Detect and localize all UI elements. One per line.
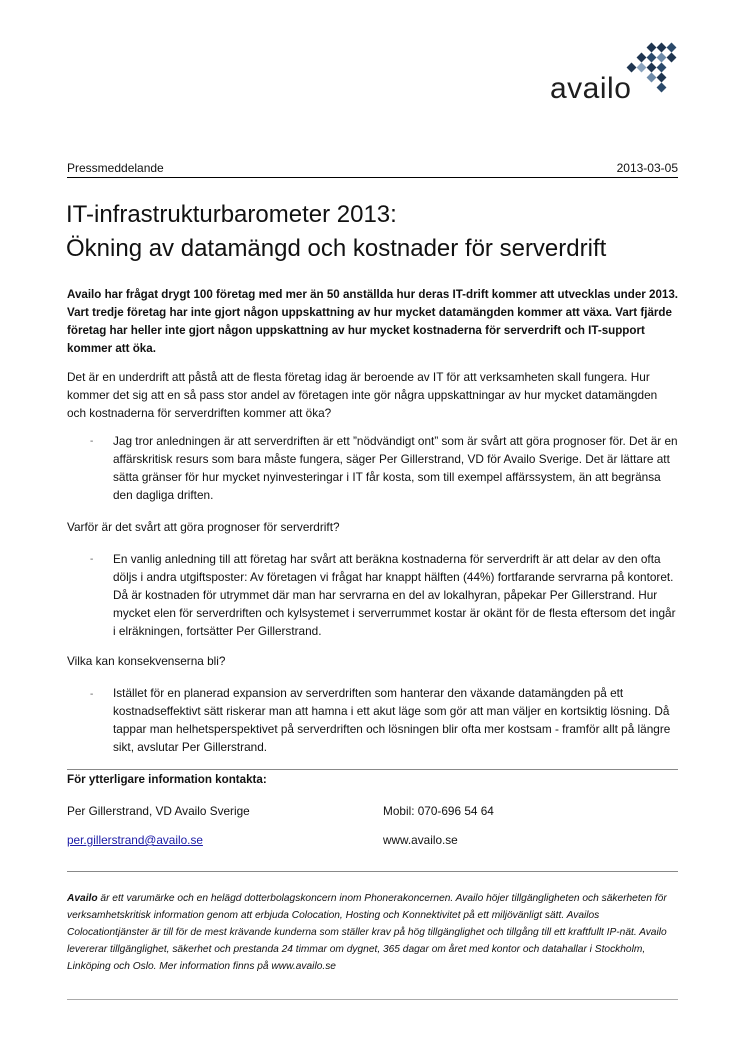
title-line-1: IT-infrastrukturbarometer 2013: bbox=[66, 201, 397, 228]
lead-paragraph: Availo har frågat drygt 100 företag med mer än 50 anställda hur deras IT-drift kommer att utvecklas under 2013. Vart tredje företag har inte gjort någon uppskattning av hur mycket datamängden kommer att växa. Vart fjärde företag har heller inte gjort någon uppskattning av hur mycket kostnaderna för serverdrift och IT-support kommer att öka. bbox=[67, 288, 679, 355]
page-title bbox=[66, 198, 606, 266]
contact-divider bbox=[67, 769, 678, 770]
body-paragraph-1: Det är en underdrift att påstå att de flesta företag idag är beroende av IT för att verksamheten skall fungera. Hur kommer det sig att en så pass stor andel av företagen inte gör några uppskattningar av hur mycket datamängden och kostnaderna för serverdriften kommer att öka? bbox=[67, 370, 658, 420]
boilerplate-body: är ett varumärke och en helägd dotterbolagskoncern inom Phonerakoncernen. Availo höjer tillgängligheten och säkerheten för verksamhetskritisk information genom att erbjuda Colocation, Hosting och Konnektivitet på ett miljövänligt sätt. Availos Colocationtjänster är till för de mest krävande kunderna som ställer krav på hög tillgänglighet och tillgång till ett kraftfullt IP-nät. Availo levererar tillgänglighet, säkerhet och prestanda 24 timmar om dygnet, 365 dagar om året med kontor och datahallar i Stockholm, Linköping och Oslo. Mer information finns på www.availo.se bbox=[67, 893, 667, 972]
logo-wordmark: availo bbox=[550, 72, 632, 105]
footer-divider-top bbox=[67, 871, 678, 872]
footer-divider-bottom bbox=[67, 999, 678, 1000]
document-header bbox=[67, 161, 678, 178]
release-date: 2013-03-05 bbox=[616, 161, 678, 175]
question-2: Vilka kan konsekvenserna bli? bbox=[67, 654, 226, 668]
title-line-2: Ökning av datamängd och kostnader för serverdrift bbox=[66, 235, 607, 262]
bullet-dash-2: - bbox=[90, 554, 94, 565]
quote-bullet-2: En vanlig anledning till att företag har svårt att beräkna kostnaderna för serverdrift är att delar av den ofta döljs i andra utgiftsposter: Av företagen vi frågat har knappt hälften (44%) fortfarande servrarna på kontoret. Då är kostnaden för utrymmet där man har servrarna en del av lokalhyran, påpekar Per Gillerstrand. Hur mycket elen för serverdriften och kylsystemet i serverrummet kostar är okänt för de flesta eftersom det ingår i elräkningen, fortsätter Per Gillerstrand. bbox=[113, 552, 676, 638]
contact-heading: För ytterligare information kontakta: bbox=[67, 773, 267, 786]
press-release-label: Pressmeddelande bbox=[67, 161, 164, 175]
question-1: Varför är det svårt att göra prognoser för serverdrift? bbox=[67, 520, 340, 534]
boilerplate-brand: Availo bbox=[67, 893, 98, 904]
contact-website: www.availo.se bbox=[383, 833, 458, 847]
quote-bullet-1: Jag tror anledningen är att serverdriften är ett ”nödvändigt ont” som är svårt att göra prognoser för. Det är en affärskritisk resurs som bara måste fungera, säger Per Gillerstrand, VD för Availo Sverige. Det är lättare att sätta gränser för hur mycket nyinvesteringar i IT får kosta, som till exempel affärssystem, än att begränsa den dagliga driften. bbox=[113, 434, 678, 502]
bullet-dash-3: - bbox=[90, 689, 94, 700]
boilerplate-text bbox=[67, 890, 679, 975]
contact-phone: Mobil: 070-696 54 64 bbox=[383, 804, 494, 818]
availo-logo bbox=[550, 40, 680, 108]
bullet-dash-1: - bbox=[90, 436, 94, 447]
contact-email-link[interactable] bbox=[67, 833, 203, 847]
quote-bullet-3: Istället för en planerad expansion av serverdriften som hanterar den växande datamängden på ett kostnadseffektivt sätt riskerar man att hamna i ett akut läge som gör att man väljer en kortsiktig lösning. Då tappar man helhetsperspektivet på serverdriften och lösningen blir ofta mer kostsam - framför allt på längre sikt, avslutar Per Gillerstrand. bbox=[113, 686, 671, 754]
email-link[interactable]: per.gillerstrand@availo.se bbox=[67, 833, 203, 847]
contact-name: Per Gillerstrand, VD Availo Sverige bbox=[67, 804, 250, 818]
logo-diamond-icon bbox=[614, 40, 680, 96]
